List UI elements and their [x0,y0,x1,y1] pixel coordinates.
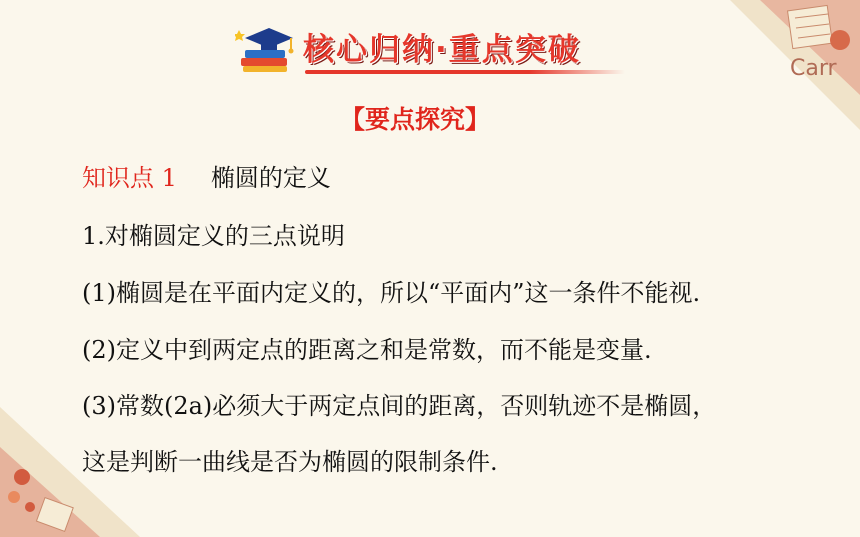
knowledge-point-row [82,158,331,193]
section-title: 【要点探究】 [340,105,491,134]
content-item-3: (3)常数(2a)必须大于两定点间的距离，否则轨迹不是椭圆， [82,392,717,420]
content-item-3-continued: 这是判断一曲线是否为椭圆的限制条件. [82,448,498,476]
corner-text: Carr [790,56,837,81]
content-item-2: (2)定义中到两定点的距离之和是常数，而不能是变量. [82,336,652,364]
title-underline [305,70,625,74]
decorative-corner-top-right [690,0,860,130]
page-title: 核心归纳·重点突破 [303,32,581,68]
knowledge-point-title: 椭圆的定义 [210,164,331,192]
content-heading: 1.对椭圆定义的三点说明 [82,222,345,250]
slide-header [235,18,635,80]
knowledge-point-label: 知识点 1 [82,164,177,192]
content-item-1: (1)椭圆是在平面内定义的，所以“平面内”这一条件不能视. [82,279,701,307]
graduation-hat-books-icon [235,24,299,76]
